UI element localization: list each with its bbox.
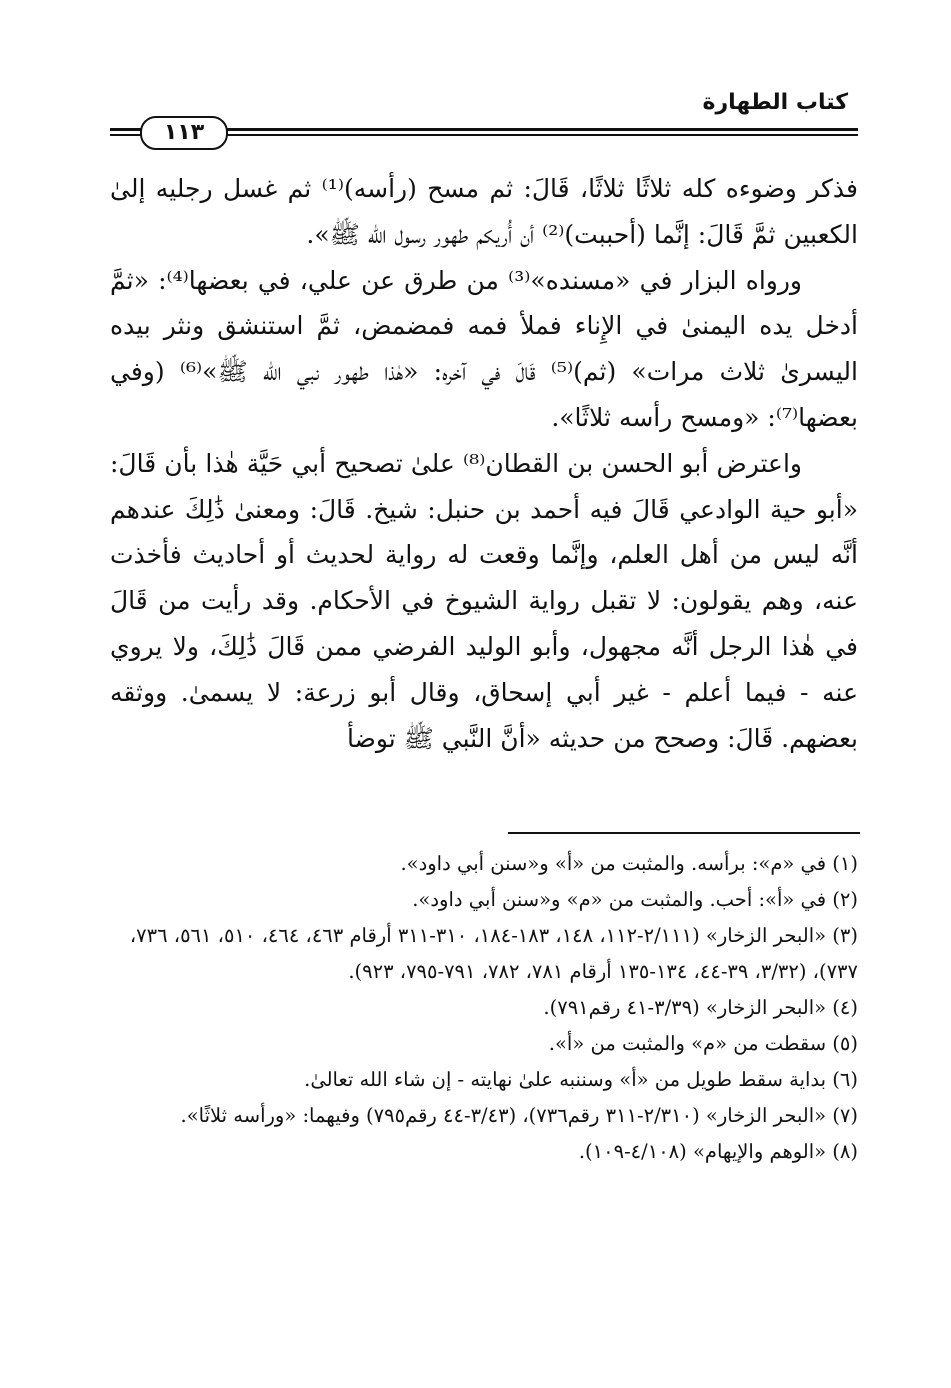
footnote: (٧) «البحر الزخار» (٢/٣١٠-٣١١ رقم٧٣٦)، (٣/٤٣-٤٤ رقم٧٩٥) وفيهما: «ورأسه ثلاثًا». [180, 1104, 858, 1127]
paragraph: ورواه البزار في «مسنده»⁽³⁾ من طرق عن علي، في بعضها⁽⁴⁾: «ثمَّ أدخل يده اليمنىٰ في الإِناء فملأ فمه فمضمض، ثمَّ استنشق ونثر بيده اليسرىٰ ثلاث مرات» (ثم)⁽⁵⁾ قَالَ في آخره: «هٰذا طهور نبي الله ﷺ»⁽⁶⁾ (وفي بعضها⁽⁷⁾: «ومسح رأسه ثلاثًا». [110, 265, 858, 432]
footnote-separator [508, 832, 860, 834]
footnote: (٣) «البحر الزخار» (٢/١١١-١١٢، ١٤٨، ١٨٣-١٨٤، ٣١٠-٣١١ أرقام ٤٦٣، ٤٦٤، ٥١٠، ٥٦١، ٧٣٦، ٧٣٧)، (٣/٣٢، ٣٩-٤٤، ١٣٤-١٣٥ أرقام ٧٨١، ٧٨٢، ٧٩١-٧٩٥، ٩٢٣). [129, 924, 858, 983]
paragraph: واعترض أبو الحسن بن القطان⁽⁸⁾ علىٰ تصحيح أبي حَيَّة هٰذا بأن قَالَ: «أبو حية الوادعي قَالَ فيه أحمد بن حنبل: شيخ. قَالَ: ومعنىٰ ذَٰلِكَ عندهم أنَّه ليس من أهل العلم، وإنَّما وقعت له رواية لحديث أو أحاديث فأخذت عنه، وهم يقولون: لا تقبل رواية الشيوخ في الأحكام. وقد رأيت من قَالَ في هٰذا الرجل أنَّه مجهول، وأبو الوليد الفرضي ممن قَالَ ذَٰلِكَ، ولا يروي عنه - فيما أعلم - غير أبي إسحاق، وقال أبو زرعة: لا يسمىٰ. ووثقه بعضهم. قَالَ: وصحح من حديثه «أنَّ النَّبي ﷺ توضأ [110, 448, 858, 753]
footnotes [110, 846, 858, 1170]
footnote: (٢) في «أ»: أحب. والمثبت من «م» و«سنن أبي داود». [412, 888, 858, 911]
footnote: (٦) بداية سقط طويل من «أ» وسننبه علىٰ نهايته - إن شاء الله تعالىٰ. [304, 1068, 858, 1091]
page-number: ١١٣ [140, 116, 228, 150]
footnote: (٥) سقطت من «م» والمثبت من «أ». [548, 1032, 858, 1055]
footnote: (٨) «الوهم والإيهام» (٤/١٠٨-١٠٩). [578, 1140, 858, 1163]
paragraph: فذكر وضوءه كله ثلاثًا ثلاثًا، قَالَ: ثم مسح (رأسه)⁽¹⁾ ثم غسل رجليه إلىٰ الكعبين ثمَّ قَالَ: إنَّما (أحببت)⁽²⁾ أن أُريكم طهور رسول الله ﷺ». [110, 174, 859, 249]
page-header [110, 88, 858, 148]
running-title: كتاب الطهارة [702, 90, 848, 115]
footnote: (٤) «البحر الزخار» (٣/٣٩-٤١ رقم٧٩١). [543, 996, 858, 1019]
main-text [110, 166, 858, 761]
footnote: (١) في «م»: برأسه. والمثبت من «أ» و«سنن أبي داود». [400, 852, 858, 875]
